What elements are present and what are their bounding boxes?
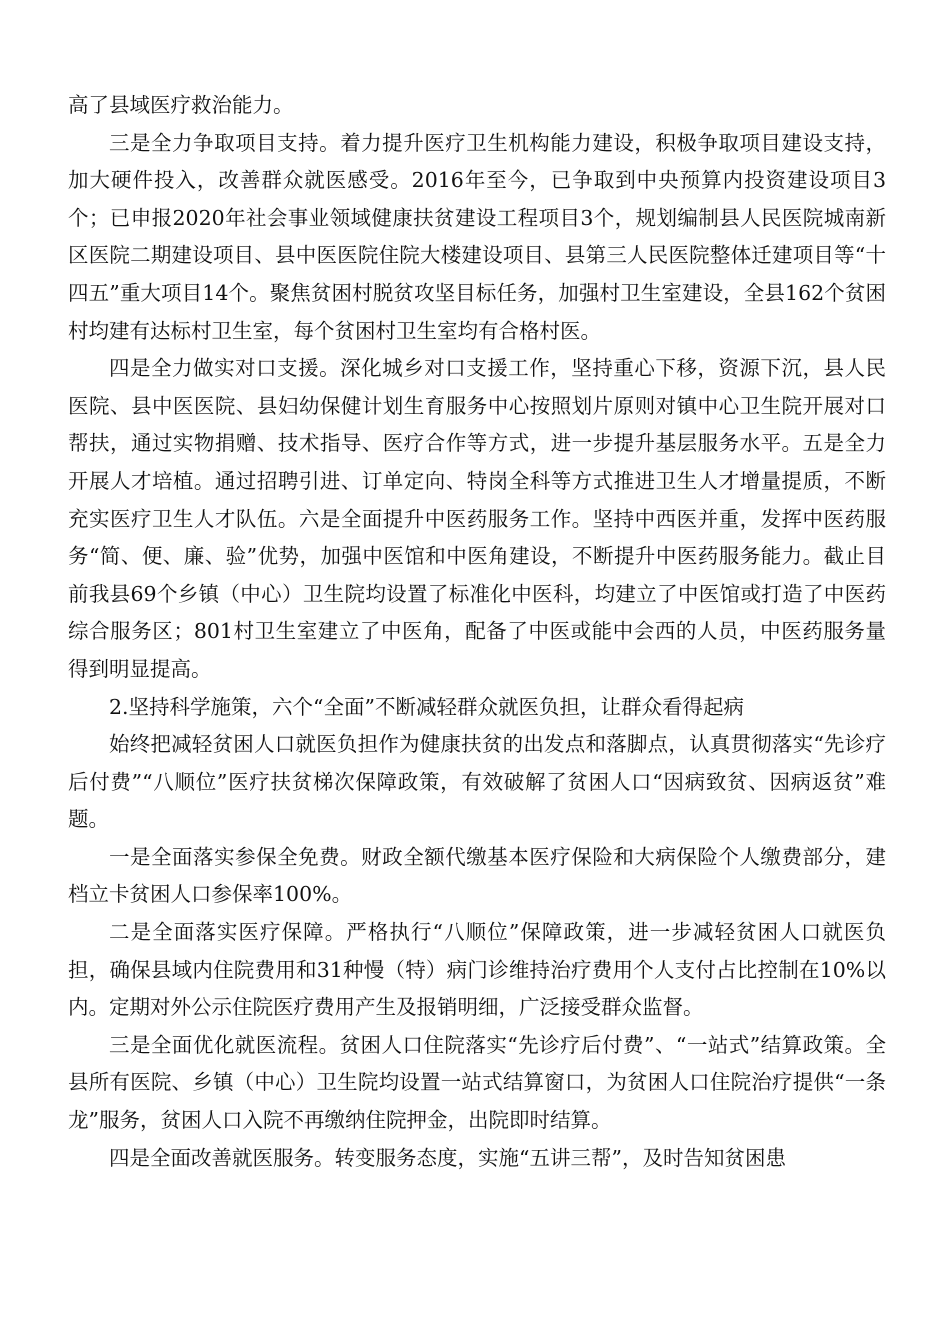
paragraph-9: 四是全面改善就医服务。转变服务态度，实施“五讲三帮”，及时告知贫困患 [109, 1145, 786, 1170]
section-heading: 2.坚持科学施策，六个“全面”不断减轻群众就医负担，让群众看得起病 [109, 694, 745, 719]
paragraph-3: 四是全力做实对口支援。深化城乡对口支援工作，坚持重心下移，资源下沉，县人民医院、县中医医院、县妇幼保健计划生育服务中心按照划片原则对镇中心卫生院开展对口帮扶，通过实物捐赠、技术指导、医疗合作等方式，进一步提升基层服务水平。五是全力开展人才培植。通过招聘引进、订单定向、特岗全科等方式推进卫生人才增量提质，不断充实医疗卫生人才队伍。六是全面提升中医药服务工作。坚持中西医并重，发挥中医药服务“简、便、廉、验”优势，加强中医馆和中医角建设，不断提升中医药服务能力。截止目前我县69个乡镇（中心）卫生院均设置了标准化中医科，均建立了中医馆或打造了中医药综合服务区；801村卫生室建立了中医角，配备了中医或能中会西的人员，中医药服务量得到明显提高。 [68, 356, 886, 681]
paragraph-8: 三是全面优化就医流程。贫困人口住院落实“先诊疗后付费”、“一站式”结算政策。全县所有医院、乡镇（中心）卫生院均设置一站式结算窗口，为贫困人口住院治疗提供“一条龙”服务，贫困人口入院不再缴纳住院押金，出院即时结算。 [68, 1032, 886, 1133]
paragraph-2: 三是全力争取项目支持。着力提升医疗卫生机构能力建设，积极争取项目建设支持，加大硬件投入，改善群众就医感受。2016年至今，已争取到中央预算内投资建设项目3个；已申报2020年社会事业领域健康扶贫建设工程项目3个，规划编制县人民医院城南新区医院二期建设项目、县中医医院住院大楼建设项目、县第三人民医院整体迁建项目等“十四五”重大项目14个。聚焦贫困村脱贫攻坚目标任务，加强村卫生室建设，全县162个贫困村均建有达标村卫生室，每个贫困村卫生室均有合格村医。 [68, 130, 886, 343]
paragraph-7: 二是全面落实医疗保障。严格执行“八顺位”保障政策，进一步减轻贫困人口就医负担，确保县域内住院费用和31种慢（特）病门诊维持治疗费用个人支付占比控制在10%以内。定期对外公示住院医疗费用产生及报销明细，广泛接受群众监督。 [68, 920, 886, 1020]
paragraph-5: 始终把减轻贫困人口就医负担作为健康扶贫的出发点和落脚点，认真贯彻落实“先诊疗后付费”“八顺位”医疗扶贫梯次保障政策，有效破解了贫困人口“因病致贫、因病返贫”难题。 [68, 732, 886, 832]
paragraph-1: 高了县域医疗救治能力。 [68, 93, 294, 117]
document-body [68, 87, 886, 1177]
paragraph-6: 一是全面落实参保全免费。财政全额代缴基本医疗保险和大病保险个人缴费部分，建档立卡贫困人口参保率100%。 [68, 844, 886, 907]
